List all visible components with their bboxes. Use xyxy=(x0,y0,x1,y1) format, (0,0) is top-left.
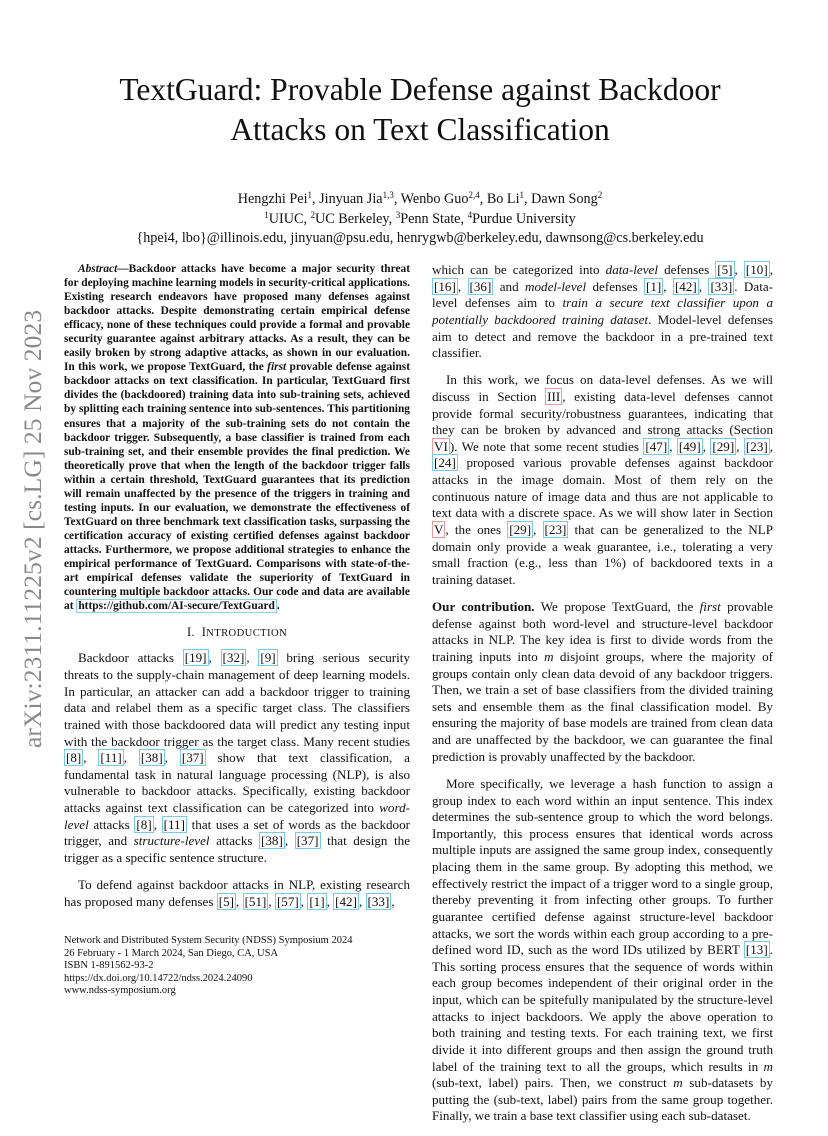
author-name: Dawn Song xyxy=(531,191,598,207)
author-affiliation-mark: 1 xyxy=(307,190,313,200)
affiliation: UC Berkeley xyxy=(315,210,389,227)
citation-link[interactable]: [29] xyxy=(509,521,532,537)
citation-link[interactable]: [57] xyxy=(276,893,299,909)
citation-link[interactable]: [29] xyxy=(712,438,735,454)
conference-footnote xyxy=(64,935,410,998)
footnote-line: 26 February - 1 March 2024, San Diego, CA, USA xyxy=(64,947,279,959)
citation-link[interactable]: [32] xyxy=(222,650,245,666)
section-link[interactable]: III xyxy=(547,388,561,404)
citation-link[interactable]: [1] xyxy=(309,893,325,909)
author-affiliation-mark: 1,3 xyxy=(382,190,394,200)
affiliation: UIUC xyxy=(268,210,304,227)
citation-link[interactable]: [37] xyxy=(181,750,204,766)
citation-link[interactable]: [19] xyxy=(184,650,207,666)
citation-link[interactable]: [33] xyxy=(367,893,390,909)
citation-link[interactable]: [36] xyxy=(469,278,492,294)
affiliation: Purdue University xyxy=(472,210,576,227)
left-column xyxy=(64,262,410,921)
footnote-website: www.ndss-symposium.org xyxy=(64,985,176,997)
affiliation: Penn State xyxy=(400,210,461,227)
citation-link[interactable]: [5] xyxy=(717,262,733,277)
author-affiliation-mark: 2,4 xyxy=(468,190,480,200)
author-name: Hengzhi Pei xyxy=(237,191,308,207)
citation-link[interactable]: [24] xyxy=(434,455,456,471)
paper-title xyxy=(80,70,760,150)
contribution-heading: Our contribution. xyxy=(432,599,535,615)
citation-link[interactable]: [13] xyxy=(745,942,768,958)
citation-link[interactable]: [33] xyxy=(710,278,733,294)
citation-link[interactable]: [23] xyxy=(745,438,768,454)
abstract-label: Abstract xyxy=(78,263,118,275)
citation-link[interactable]: [38] xyxy=(261,833,283,849)
abstract: Abstract—Backdoor attacks have become a major security threat for deploying machine learning models in security-critical applications. Existing research endeavors have proposed many defenses against backdoor attacks. Despite demonstrating certain empirical defense efficacy, none of these techniques could provide a formal and provable security guarantee against arbitrary attacks. As a result, they can be easily broken by strong adaptive attacks, as shown in our evaluation. In this work, we propose TextGuard, the first provable defense against backdoor attacks on text classification. In particular, TextGuard first divides the (backdoored) training data into sub-training sets, achieved by splitting each training sentence into sub-sentences. This partitioning ensures that a majority of the sub-training sets do not contain the backdoor trigger. Subsequently, a base classifier is trained from each sub-training set, and their ensemble provides the final prediction. We theoretically prove that when the length of the backdoor trigger falls within a certain threshold, TextGuard guarantees that its prediction will remain unaffected by the presence of the triggers in training and testing inputs. In our evaluation, we demonstrate the effectiveness of TextGuard on three benchmark text classification tasks, surpassing the certification accuracy of existing certified defenses against backdoor attacks. Furthermore, we propose additional strategies to enhance the empirical performance of TextGuard. Comparisons with state-of-the-art empirical defenses validate the superiority of TextGuard in countering multiple backdoor attacks. Our code and data are available at https://github.com/AI-secure/TextGuard . xyxy=(64,263,410,613)
footnote-line: ISBN 1-891562-93-2 xyxy=(64,960,154,972)
citation-link[interactable]: [16] xyxy=(434,278,456,294)
author-name: Jinyuan Jia xyxy=(319,191,383,207)
citation-link[interactable]: [23] xyxy=(544,521,567,537)
citation-link[interactable]: [10] xyxy=(745,262,768,277)
citation-link[interactable]: [8] xyxy=(66,750,82,766)
author-names: Hengzhi Pei$^1$, Jinyuan Jia$^{1,3}$, Wenbo Guo$^{2,4}$, Bo Li$^1$, Dawn Song$^2$ xyxy=(237,190,603,207)
author-affiliation-mark: 1 xyxy=(519,190,525,200)
citation-link[interactable]: [37] xyxy=(296,833,319,849)
citation-link[interactable]: [49] xyxy=(678,438,701,454)
title-line-2: Attacks on Text Classification xyxy=(230,112,610,147)
section-link[interactable]: VI xyxy=(434,438,448,454)
citation-link[interactable]: [47] xyxy=(645,438,668,454)
section-link[interactable]: V xyxy=(434,521,444,537)
section-heading-introduction: I. INTRODUCTION xyxy=(186,624,288,639)
citation-link[interactable]: [8] xyxy=(136,816,152,832)
intro-paragraph: Backdoor attacks [19] , [32] , [9] bring serious security threats to the supply-chain management of deep learning models. In particular, an attacker can add a backdoor trigger to training data and relabel them as a specific target class. The classifiers trained with those backdoored data will predict any testing input with the backdoor trigger as the target class. Many recent studies [8] , [11] , [38] , [37] show that text classification, a fundamental task in natural language processing (NLP), is also vulnerable to backdoor attacks. Specifically, existing backdoor attacks against text classification can be categorized into word-level attacks [8] , [11] that uses a set of words as the backdoor trigger, and structure-level attacks [38] , [37] that design the trigger as a specific sentence structure. xyxy=(64,650,411,865)
body-paragraph: which can be categorized into data-level defenses [5] , [10] , [16] , [36] and model-level defenses [1] , [42] , [33] . Data-level defenses aim to train a secure text classifier upon a potentially backdoored training dataset. Model-level defenses aim to detect and remove the backdoor in a pre-trained text classifier. xyxy=(432,262,774,361)
citation-link[interactable]: [42] xyxy=(335,893,357,909)
citation-link[interactable]: [51] xyxy=(244,893,267,909)
author-emails: {hpei4, lbo}@illinois.edu, jinyuan@psu.edu, henrygwb@berkeley.edu, dawnsong@cs.berkeley.edu xyxy=(136,230,704,247)
body-paragraph: In this work, we focus on data-level defenses. As we will discuss in Section III , existing data-level defenses cannot provide formal security/robustness guarantees, indicating that they can be broken by advanced and strong attacks (Section VI ). We note that some recent studies [47] , [49] , [29] , [23] , [24] proposed various provable defenses against backdoor attacks in the image domain. Most of them rely on the continuous nature of image data and thus are not applicable to text data with a discrete space. As we will show later in Section V , the ones [29] , [23] that can be generalized to the NLP domain only provide a weak guarantee, i.e., tolerating a very small fraction (e.g., less than 1%) of backdoored texts in a training dataset. xyxy=(432,372,774,587)
author-affiliation-mark: 2 xyxy=(597,190,603,200)
footnote-line: Network and Distributed System Security (NDSS) Symposium 2024 xyxy=(64,935,353,946)
citation-link[interactable]: [5] xyxy=(218,893,235,909)
code-repository-link[interactable]: https://github.com/AI-secure/TextGuard xyxy=(78,600,275,613)
citation-link[interactable]: [38] xyxy=(140,750,163,766)
citation-link[interactable]: [11] xyxy=(100,750,122,766)
author-name: Wenbo Guo xyxy=(400,191,469,207)
affiliations: $^1$UIUC, $^2$UC Berkeley, $^3$Penn State, $^4$Purdue University xyxy=(264,209,576,227)
citation-link[interactable]: [9] xyxy=(260,650,276,666)
right-column xyxy=(432,262,773,1136)
citation-link[interactable]: [1] xyxy=(645,278,662,294)
title-line-1: TextGuard: Provable Defense against Backdoor xyxy=(119,72,721,107)
footnote-doi: https://dx.doi.org/10.14722/ndss.2024.24090 xyxy=(64,972,253,984)
citation-link[interactable]: [11] xyxy=(163,816,185,832)
body-paragraph: More specifically, we leverage a hash function to assign a group index to each word within an input sentence. This index determines the sub-sentence group to which the word belongs. Importantly, this process ensures that identical words across multiple inputs are assigned the same group index, consequently placing them in the same group. By adopting this method, we effectively restrict the impact of a trigger word to a single group, thereby preventing it from infecting other groups. To further guarantee certified defense against structure-level backdoor attacks, we sort the words within each group according to a pre-defined word ID, such as the word IDs utilized by BERT [13] . This sorting process ensures that the sequence of words within each group becomes independent of their original order in the input, which can be spitefully manipulated by the structure-level attacks to inject backdoors. We apply the above operation to both training and testing texts. For each training text, we first divide it into different groups and then assign the ground truth label of the training text to all the groups, which results in m (sub-text, label) pairs. Then, we construct m sub-datasets by putting the (sub-text, label) pairs from the same group together. Finally, we train a base text classifier using each sub-dataset. xyxy=(432,775,773,1124)
contribution-paragraph: Our contribution. We propose TextGuard, the first provable defense against both word-level and structure-level backdoor attacks in NLP. The key idea is first to divide words from the training inputs into m disjoint groups, where the majority of groups contain only clean data devoid of any backdoor triggers. Then, we train a set of base classifiers from the divided training sets and ensemble them as the final classification model. By ensuring the majority of base models are trained from clean data and are unaffected by the backdoor, we can guarantee the final prediction is provably unaffected by the backdoor. xyxy=(432,599,773,764)
author-block xyxy=(60,190,780,249)
author-name: Bo Li xyxy=(486,191,520,207)
citation-link[interactable]: [42] xyxy=(674,278,697,294)
arxiv-identifier-stamp: arXiv:2311.11225v2 [cs.LG] 25 Nov 2023 xyxy=(18,309,47,748)
intro-paragraph: To defend against backdoor attacks in NLP, existing research has proposed many defenses [5] , [51] , [57] , [1] , [42] , [33] , xyxy=(64,877,410,909)
